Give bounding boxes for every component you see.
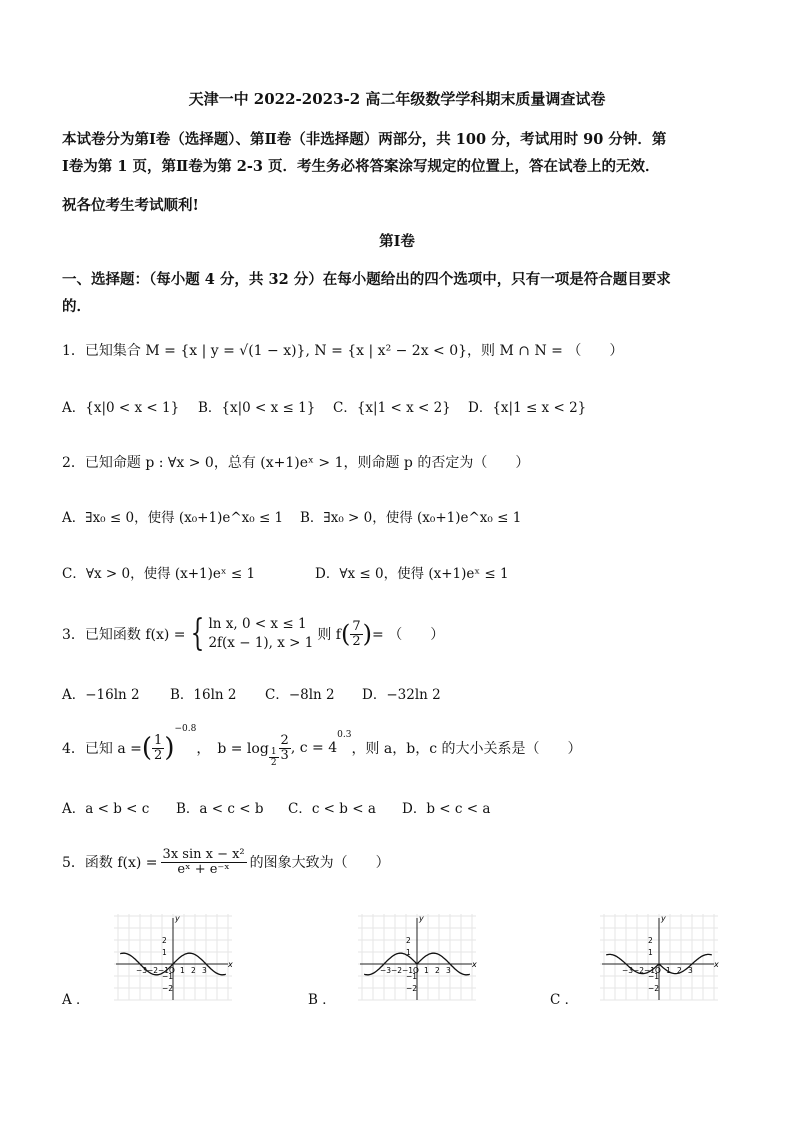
- intro-wish: 祝各位考生考试顺利!: [62, 197, 199, 214]
- x-tick-label: O: [655, 966, 661, 975]
- question-5-prefix: 5．函数 f(x) =: [62, 855, 158, 871]
- fraction-denominator: 2: [154, 747, 163, 763]
- right-paren-icon: ): [362, 620, 373, 648]
- x-tick-label: 3: [688, 966, 693, 975]
- x-tick-label: 1: [180, 966, 185, 975]
- question-4-stem: [62, 722, 582, 774]
- piecewise-cases: [208, 615, 313, 653]
- x-tick-label: 3: [202, 966, 207, 975]
- y-tick-label: −2: [162, 984, 174, 993]
- question-1-stem: 1．已知集合 M = {x | y = √(1 − x)}, N = {x | x² − 2x < 0}，则 M ∩ N = （ ）: [62, 343, 624, 359]
- y-tick-label: −1: [162, 972, 174, 981]
- y-axis-label: y: [419, 914, 424, 923]
- question-2-option-c[interactable]: C．∀x > 0，使得 (x+1)eˣ ≤ 1: [62, 566, 256, 582]
- question-2-option-b[interactable]: B．∃x₀ > 0，使得 (x₀+1)e^x₀ ≤ 1: [300, 510, 522, 526]
- y-tick-label: 2: [162, 936, 167, 945]
- x-tick-label: −3: [380, 966, 392, 975]
- y-tick-label: −2: [406, 984, 418, 993]
- left-paren-icon: (: [141, 733, 153, 763]
- fraction-denominator: eˣ + e⁻ˣ: [177, 861, 230, 877]
- case-1: ln x, 0 < x ≤ 1: [208, 616, 307, 632]
- question-4-option-c[interactable]: C．c < b < a: [288, 801, 376, 817]
- fraction-1-2: [152, 734, 164, 763]
- fraction-denominator: 2: [270, 757, 277, 768]
- question-4-mid: ， b = log: [196, 741, 269, 757]
- right-paren-icon: ): [164, 733, 175, 763]
- x-axis-label: x: [714, 960, 719, 969]
- fraction-numerator: 1: [154, 732, 163, 748]
- question-4-suffix: ，则 a，b，c 的大小关系是（ ）: [351, 741, 582, 757]
- intro-line-2: Ⅰ卷为第 1 页，第Ⅱ卷为第 2-3 页．考生务必将答案涂写规定的位置上，答在试卷上的无效．: [62, 158, 660, 175]
- section-heading-line-2: 的．: [62, 298, 91, 315]
- fraction-numerator: 7: [352, 618, 361, 634]
- question-4-c-part: , c = 4: [290, 740, 338, 756]
- x-tick-label: −1: [402, 966, 414, 975]
- exponent-a: −0.8: [174, 724, 197, 734]
- question-1-option-c[interactable]: C．{x|1 < x < 2}: [333, 400, 451, 416]
- x-tick-label: 2: [435, 966, 440, 975]
- question-5-option-b[interactable]: B ．: [308, 992, 336, 1008]
- question-5-option-a[interactable]: A ．: [62, 992, 90, 1008]
- question-4-option-d[interactable]: D．b < c < a: [402, 801, 491, 817]
- fraction-denominator: 3: [280, 747, 289, 763]
- y-tick-label: 1: [648, 948, 653, 957]
- page-title: 天津一中 2022-2023-2 高二年级数学学科期末质量调查试卷: [188, 90, 606, 108]
- question-3-option-a[interactable]: A．−16ln 2: [62, 687, 140, 703]
- y-tick-label: 1: [162, 948, 167, 957]
- y-axis-label: y: [661, 914, 666, 923]
- fraction-denominator: 2: [352, 633, 361, 649]
- intro-line-1: 本试卷分为第Ⅰ卷（选择题）、第Ⅱ卷（非选择题）两部分，共 100 分，考试用时 90 分钟．第: [62, 131, 667, 148]
- question-2-option-d[interactable]: D．∀x ≤ 0，使得 (x+1)eˣ ≤ 1: [315, 566, 509, 582]
- log-base-fraction: [269, 747, 279, 768]
- question-4-option-b[interactable]: B．a < c < b: [176, 801, 264, 817]
- question-3-suffix-pre: 则 f: [317, 627, 341, 643]
- graph-option-a[interactable]: [112, 912, 234, 1002]
- x-tick-label: 2: [191, 966, 196, 975]
- y-tick-label: 2: [648, 936, 653, 945]
- question-3-suffix-post: = （ ）: [372, 627, 445, 643]
- x-tick-label: −1: [644, 966, 656, 975]
- fraction-function: [161, 848, 247, 877]
- x-tick-label: O: [413, 966, 419, 975]
- x-tick-label: 3: [446, 966, 451, 975]
- x-tick-label: −2: [147, 966, 159, 975]
- question-5-suffix: 的图象大致为（ ）: [249, 855, 390, 871]
- question-3-stem: [62, 612, 444, 656]
- log-argument-fraction: [279, 734, 291, 763]
- y-tick-label: −1: [406, 972, 418, 981]
- question-4-option-a[interactable]: A．a < b < c: [62, 801, 150, 817]
- x-tick-label: −2: [633, 966, 645, 975]
- question-2-option-a[interactable]: A．∃x₀ ≤ 0，使得 (x₀+1)e^x₀ ≤ 1: [62, 510, 284, 526]
- y-tick-label: −2: [648, 984, 660, 993]
- y-axis-label: y: [175, 914, 180, 923]
- x-tick-label: 1: [666, 966, 671, 975]
- fraction-numerator: 3x sin x − x²: [162, 846, 245, 862]
- question-5-stem: [62, 838, 390, 886]
- question-1-option-a[interactable]: A．{x|0 < x < 1}: [62, 400, 180, 416]
- x-tick-label: −1: [158, 966, 170, 975]
- fraction-numerator: 2: [280, 732, 289, 748]
- graph-option-b[interactable]: [356, 912, 478, 1002]
- left-paren-icon: (: [341, 620, 351, 648]
- y-tick-label: 1: [406, 948, 411, 957]
- x-tick-label: −3: [136, 966, 148, 975]
- question-1-option-d[interactable]: D．{x|1 ≤ x < 2}: [468, 400, 587, 416]
- x-tick-label: −2: [391, 966, 403, 975]
- exponent-c: 0.3: [337, 730, 352, 740]
- fraction-7-2: [350, 620, 362, 649]
- y-tick-label: −1: [648, 972, 660, 981]
- question-3-option-b[interactable]: B．16ln 2: [170, 687, 237, 703]
- question-4-prefix: 4．已知 a =: [62, 741, 142, 757]
- section-title: 第Ⅰ卷: [379, 233, 415, 250]
- x-tick-label: 2: [677, 966, 682, 975]
- x-tick-label: −3: [622, 966, 634, 975]
- question-3-option-c[interactable]: C．−8ln 2: [265, 687, 335, 703]
- graph-option-c[interactable]: [598, 912, 720, 1002]
- fraction-numerator: 1: [270, 746, 277, 757]
- question-3-prefix: 3．已知函数 f(x) =: [62, 627, 186, 643]
- section-heading-line-1: 一、选择题：（每小题 4 分，共 32 分）在每小题给出的四个选项中，只有一项是符合题目要求: [62, 271, 671, 288]
- question-2-stem: 2．已知命题 p : ∀x > 0，总有 (x+1)eˣ > 1，则命题 p 的否定为（ ）: [62, 455, 530, 471]
- left-brace-icon: {: [190, 613, 204, 654]
- x-axis-label: x: [228, 960, 233, 969]
- y-tick-label: 2: [406, 936, 411, 945]
- x-axis-label: x: [472, 960, 477, 969]
- x-tick-label: 1: [424, 966, 429, 975]
- question-5-option-c[interactable]: C ．: [550, 992, 579, 1008]
- x-tick-label: O: [169, 966, 175, 975]
- question-1-option-b[interactable]: B．{x|0 < x ≤ 1}: [198, 400, 316, 416]
- question-3-option-d[interactable]: D．−32ln 2: [362, 687, 441, 703]
- case-2: 2f(x − 1), x > 1: [208, 635, 314, 651]
